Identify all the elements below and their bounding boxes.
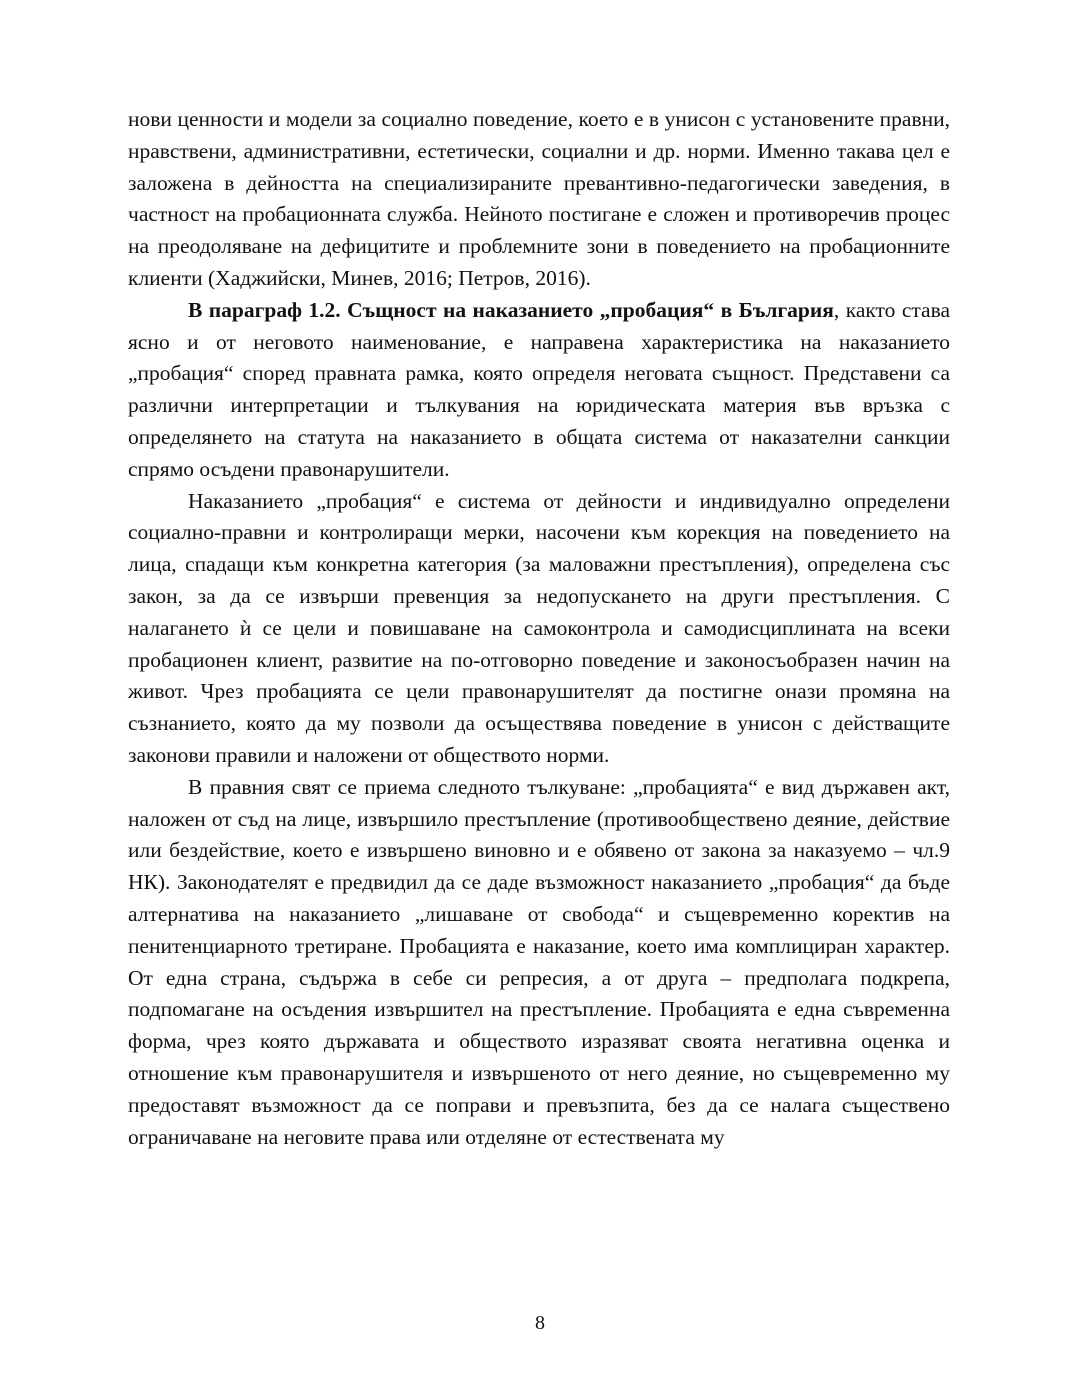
- paragraph-4: [128, 772, 950, 1154]
- page-body: [128, 104, 950, 1153]
- paragraph-1-text: нови ценности и модели за социално поведение, което е в унисон с установените правни, нравствени, административни, естетически, социални и др. норми. Именно такава цел е заложена в дейността на специализираните превантивно-педагогически заведения, в частност на пробационната служба. Нейното постигане е сложен и противоречив процес на преодоляване на дефицитите и проблемните зони в поведението на пробационните клиенти (Хаджийски, Минев, 2016; Петров, 2016).: [128, 107, 950, 290]
- paragraph-2-text: , както става ясно и от неговото наименование, е направена характеристика на наказанието „пробация“ според правната рамка, която определя неговата същност. Представени са различни интерпретации и тълкувания на юридическата материя във връзка с определянето на статута на наказанието в общата система от наказателни санкции спрямо осъдени правонарушители.: [128, 297, 950, 481]
- paragraph-1: [128, 104, 950, 295]
- section-heading: В параграф 1.2. Същност на наказанието „пробация“ в България: [188, 297, 834, 322]
- paragraph-4-text: В правния свят се приема следното тълкуване: „пробацията“ е вид държавен акт, наложен от съд на лице, извършило престъпление (противообществено деяние, действие или бездействие, което е извършено виновно и е обявено от закона за наказуемо – чл.9 НК). Законодателят е предвидил да се даде възможност наказанието „пробация“ да бъде алтернатива на наказанието „лишаване от свобода“ и същевременно коректив на пенитенциарното третиране. Пробацията е наказание, което има комплициран характер. От една страна, съдържа в себе си репресия, а от друга – предполага подкрепа, подпомагане на осъдения извършител на престъпление. Пробацията е една съвременна форма, чрез която държавата и обществото изразяват своята негативна оценка и отношение към правонарушителя и извършеното от него деяние, но същевременно му предоставят възможност да се поправи и превъзпита, без да се налага съществено ограничаване на неговите права или отделяне от естествената му: [128, 774, 950, 1149]
- page-number: 8: [535, 1312, 545, 1334]
- paragraph-2: [128, 295, 950, 486]
- paragraph-3-text: Наказанието „пробация“ е система от дейности и индивидуално определени социално-правни и контролиращи мерки, насочени към корекция на поведението на лица, спадащи към конкретна категория (за маловажни престъпления), определена със закон, за да се извърши превенция за недопускането на други престъпления. С налагането ѝ се цели и повишаване на самоконтрола и самодисциплината на всеки пробационен клиент, развитие на по-отговорно поведение и законосъобразен начин на живот. Чрез пробацията се цели правонарушителят да постигне онази промяна на съзнанието, която да му позволи да осъществява поведение в унисон с действащите законови правили и наложени от обществото норми.: [128, 488, 950, 767]
- paragraph-3: [128, 486, 950, 772]
